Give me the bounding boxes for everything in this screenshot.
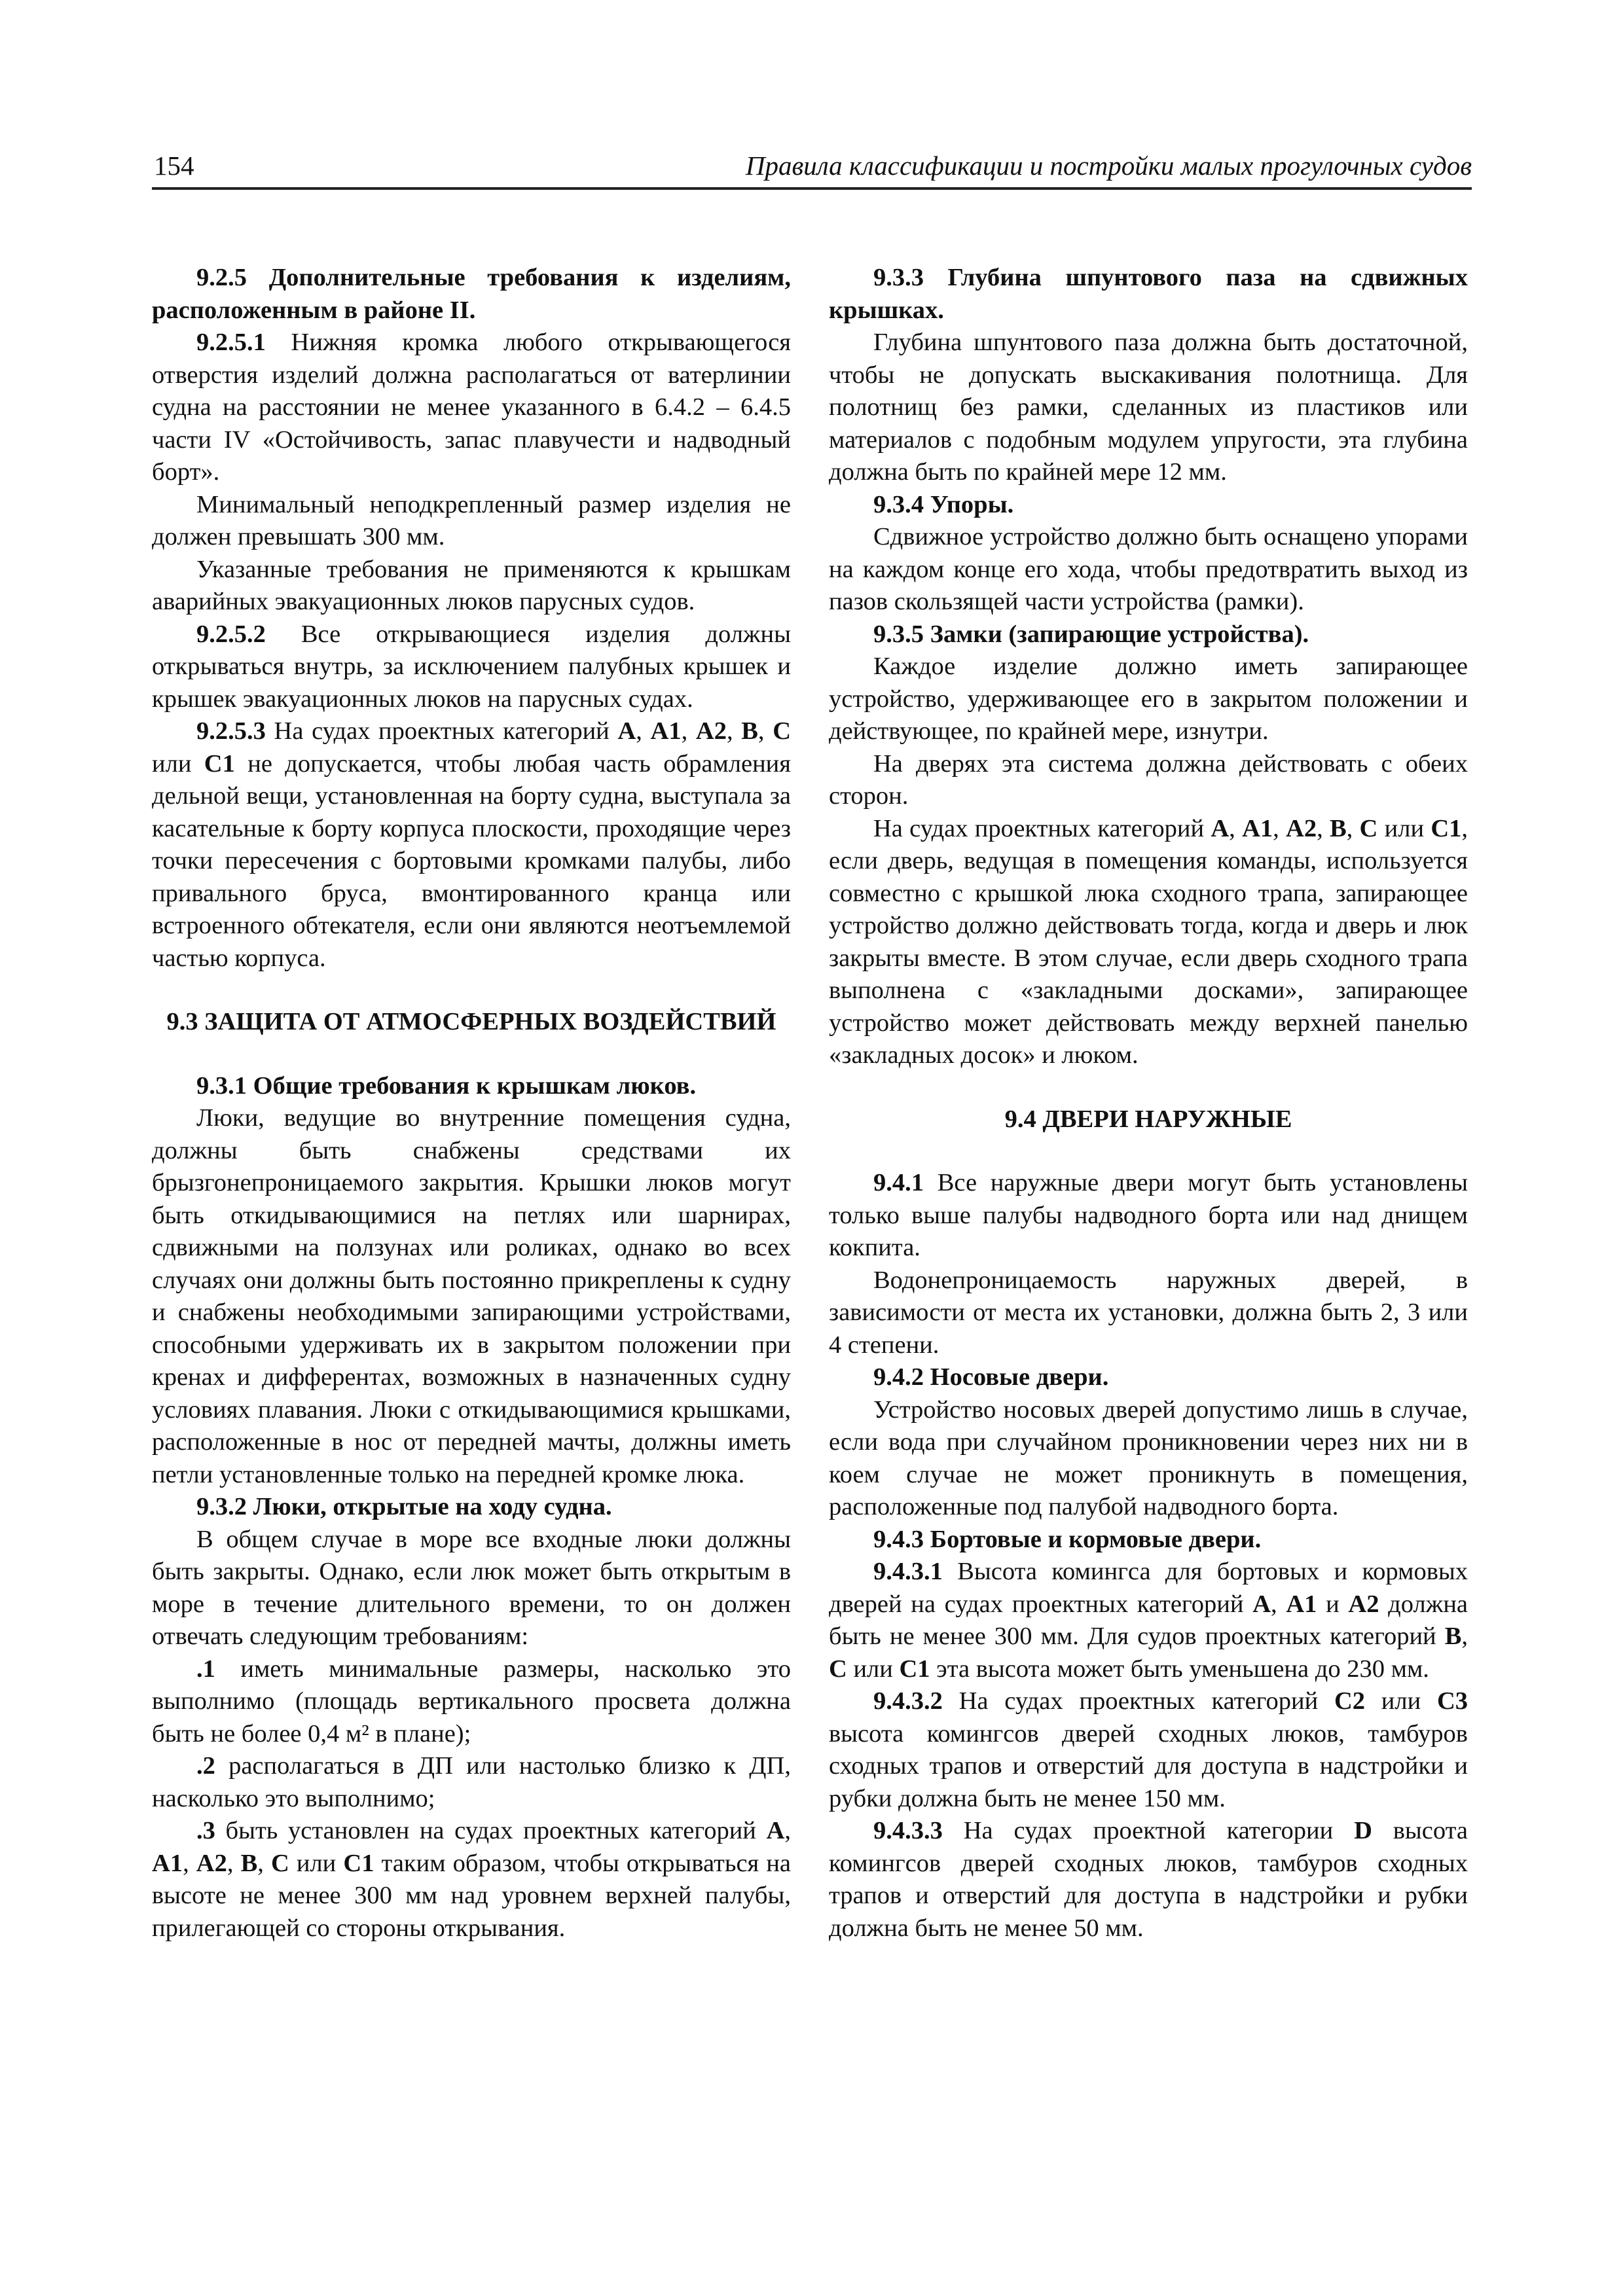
paragraph-9-3-5-a: Каждое изделие должно иметь запирающее устройство, удерживающее его в закрытом положении и действующее, по крайней мере, изнутри. (829, 653, 1468, 745)
paragraph-9-4-3-3: 9.4.3.3 На судах проектной категории D высота комингсов дверей сходных люков, тамбуров сходных трапов и отверстий для доступа в надстройки и рубки должна быть не менее 50 мм. (829, 1817, 1468, 1942)
paragraph-9-4-3-1: 9.4.3.1 Высота комингса для бортовых и кормовых дверей на судах проектных категорий A, A1 и A2 должна быть не менее 300 мм. Для судов проектных категорий B, C или C1 эта высота может быть уменьшена до 230 мм. (829, 1558, 1468, 1683)
page-header (152, 148, 1472, 190)
paragraph-9-2-5-1: 9.2.5.1 Нижняя кромка любого открывающегося отверстия изделий должна располагаться от ватерлинии судна на расстоянии не менее указанного в 6.4.2 – 6.4.5 части IV «Остойчивость, запас плавучести и надводный борт». (152, 329, 791, 486)
section-9-3-title: 9.3 ЗАЩИТА ОТ АТМОСФЕРНЫХ ВОЗДЕЙСТВИЙ (166, 1008, 776, 1035)
right-column (829, 262, 1468, 1945)
paragraph-9-3-3: Глубина шпунтового паза должна быть достаточной, чтобы не допускать выскакивания полотнища. Для полотнищ без рамки, сделанных из пластиков или материалов с подобным модулем упругости, эта глубина должна быть по крайней мере 12 мм. (829, 329, 1468, 486)
paragraph-9-3-4: Сдвижное устройство должно быть оснащено упорами на каждом конце его хода, чтобы предотвратить выход из пазов скользящей части устройства (рамки). (829, 523, 1468, 615)
section-9-3-4-title: 9.3.4 Упоры. (873, 490, 1014, 518)
left-column (152, 262, 791, 1945)
paragraph-9-3-5-b: На дверях эта система должна действовать с обеих сторон. (829, 749, 1468, 810)
paragraph-not-apply: Указанные требования не применяются к крышкам аварийных эвакуационных люков парусных судов. (152, 555, 791, 615)
list-item-1: .1 иметь минимальные размеры, насколько это выполнимо (площадь вертикального просвета должна быть не более 0,4 м² в плане); (152, 1655, 791, 1748)
list-item-2: .2 располагаться в ДП или настолько близко к ДП, насколько это выполнимо; (152, 1752, 791, 1812)
paragraph-9-4-3-2: 9.4.3.2 На судах проектных категорий C2 или C3 высота комингсов дверей сходных люков, тамбуров сходных трапов и отверстий для доступа в надстройки и рубки должна быть не менее 150 мм. (829, 1687, 1468, 1812)
section-9-3-1-title: 9.3.1 Общие требования к крышкам люков. (196, 1071, 697, 1100)
section-9-3-5-title: 9.3.5 Замки (запирающие устройства). (873, 620, 1309, 648)
paragraph-min-size: Минимальный неподкрепленный размер изделия не должен превышать 300 мм. (152, 490, 791, 550)
section-9-4-2-title: 9.4.2 Носовые двери. (873, 1363, 1109, 1391)
section-9-3-3-title: 9.3.3 Глубина шпунтового паза на сдвижных крышках. (829, 264, 1468, 324)
paragraph-9-3-1: Люки, ведущие во внутренние помещения судна, должны быть снабжены средствами их брызгонепроницаемого закрытия. Крышки люков могут быть откидывающимися на петлях или шарнирах, сдвижными на ползунах или роликах, однако во всех случаях они должны быть постоянно прикреплены к судну и снабжены необходимыми запирающими устройствами, способными удерживать их в закрытом положении при кренах и дифферентах, возможных в назначенных судну условиях плавания. Люки с откидывающимися крышками, расположенные в нос от передней мачты, должны иметь петли установленные только на передней кромке люка. (152, 1104, 791, 1488)
paragraph-9-2-5-3: 9.2.5.3 На судах проектных категорий A, A1, A2, B, C или C1 не допускается, чтобы любая часть обрамления дельной вещи, установленная на борту судна, выступала за касательные к борту корпуса плоскости, проходящие через точки пересечения с бортовыми кромками палубы, либо привального бруса, вмонтированного кранца или встроенного обтекателя, если они являются неотъемлемой частью корпуса. (152, 717, 792, 972)
section-9-3-2-title: 9.3.2 Люки, открытые на ходу судна. (196, 1493, 612, 1520)
running-title: Правила классификации и постройки малых прогулочных судов (745, 151, 1472, 181)
paragraph-9-3-2: В общем случае в море все входные люки должны быть закрыты. Однако, если люк может быть открытым в море в течение длительного времени, то он должен отвечать следующим требованиям: (152, 1525, 791, 1650)
paragraph-9-4-1-b: Водонепроницаемость наружных дверей, в зависимости от места их установки, должна быть 2, 3 или 4 степени. (829, 1266, 1468, 1359)
list-item-3: .3 быть установлен на судах проектных категорий A, A1, A2, B, C или C1 таким образом, чтобы открываться на высоте не менее 300 мм над уровнем верхней палубы, прилегающей со стороны открывания. (152, 1817, 792, 1942)
section-9-4-3-title: 9.4.3 Бортовые и кормовые двери. (873, 1525, 1262, 1553)
paragraph-9-4-1: 9.4.1 Все наружные двери могут быть установлены только выше палубы надводного борта или над днищем кокпита. (829, 1169, 1468, 1261)
section-9-4-title: 9.4 ДВЕРИ НАРУЖНЫЕ (1004, 1105, 1292, 1133)
paragraph-9-3-5-c: На судах проектных категорий A, A1, A2, B, C или C1, если дверь, ведущая в помещения команды, используется совместно с крышкой люка сходного трапа, запирающее устройство должно действовать тогда, когда и дверь и люк закрыты вместе. В этом случае, если дверь сходного трапа выполнена с «закладными досками», запирающее устройство может действовать между верхней панелью «закладных досок» и люком. (829, 814, 1468, 1069)
section-9-2-5-title: 9.2.5 Дополнительные требования к изделиям, расположенным в районе II. (152, 264, 791, 324)
paragraph-9-4-2: Устройство носовых дверей допустимо лишь в случае, если вода при случайном проникновении через них ни в коем случае не может проникнуть в помещения, расположенные под палубой надводного борта. (829, 1395, 1468, 1520)
paragraph-9-2-5-2: 9.2.5.2 Все открывающиеся изделия должны открываться внутрь, за исключением палубных крышек и крышек эвакуационных люков на парусных судах. (152, 620, 791, 713)
page-number: 154 (154, 151, 194, 181)
